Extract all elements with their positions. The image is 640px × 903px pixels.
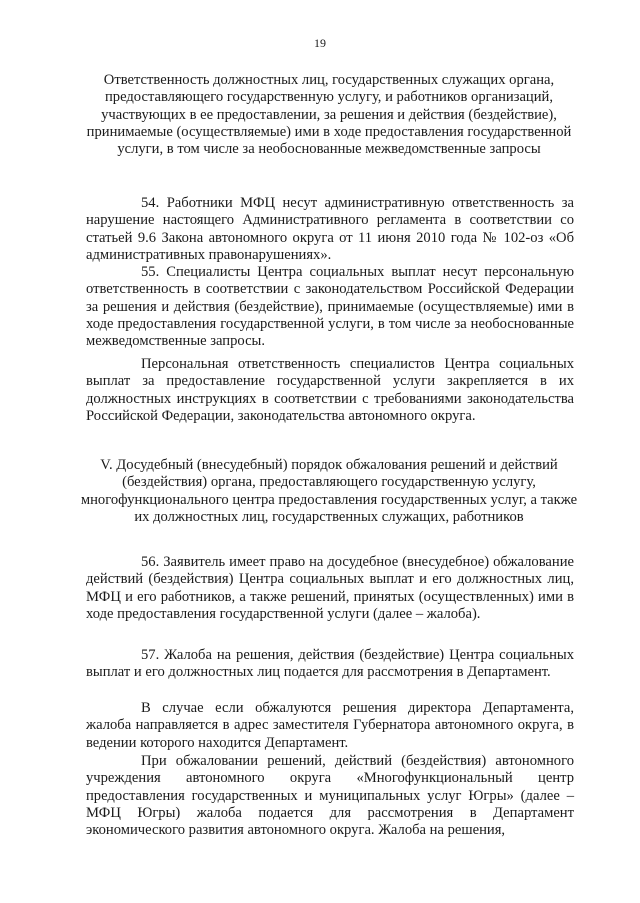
section-heading-responsibility: Ответственность должностных лиц, государственных служащих органа, предоставляющего государственную услугу, и работников организаций, участвующих в ее предоставлении, за решения и действия (бездействие), принимаемые (осуществляемые) ими в ходе предоставления государственной услуги, в том числе за необоснованные межведомственные запросы — [86, 72, 572, 158]
paragraph-57: 57. Жалоба на решения, действия (бездействие) Центра социальных выплат и его должностных лиц подается для рассмотрения в Департамент. — [86, 647, 574, 681]
paragraph-54: 54. Работники МФЦ несут административную ответственность за нарушение настоящего Административного регламента в соответствии со статьей 9.6 Закона автономного округа от 11 июня 2010 года № 102-оз «Об административных правонарушениях». — [86, 195, 574, 263]
paragraph-director-appeal: В случае если обжалуются решения директора Департамента, жалоба направляется в адрес заместителя Губернатора автономного округа, в ведении которого находится Департамент. — [86, 700, 574, 751]
paragraph-mfc-appeal: При обжаловании решений, действий (бездействия) автономного учреждения автономного округа «Многофункциональный центр предоставления государственных и муниципальных услуг Югры» (далее – МФЦ Югры) жалоба подается для рассмотрения в Департамент экономического развития автономного округа. Жалоба на решения, — [86, 753, 574, 839]
section-heading-appeal: V. Досудебный (внесудебный) порядок обжалования решений и действий (бездействия) органа, предоставляющего государственную услугу, многофункционального центра предоставления государственных услуг, а также их должностных лиц, государственных служащих, работников — [80, 457, 578, 525]
paragraph-56: 56. Заявитель имеет право на досудебное (внесудебное) обжалование действий (бездействия) Центра социальных выплат и его должностных лиц, МФЦ и его работников, а также решений, принятых (осуществленных) ими в ходе предоставления государственной услуги (далее – жалоба). — [86, 554, 574, 622]
page-number: 19 — [314, 36, 326, 50]
paragraph-55: 55. Специалисты Центра социальных выплат несут персональную ответственность в соответствии с законодательством Российской Федерации за решения и действия (бездействие), принимаемые (осуществляемые) ими в ходе предоставления государственной услуги, в том числе за необоснованные межведомственные запросы. — [86, 264, 574, 350]
paragraph-personal-responsibility: Персональная ответственность специалистов Центра социальных выплат за предоставление государственной услуги закрепляется в их должностных инструкциях в соответствии с требованиями законодательства Российской Федерации, законодательства автономного округа. — [86, 356, 574, 424]
